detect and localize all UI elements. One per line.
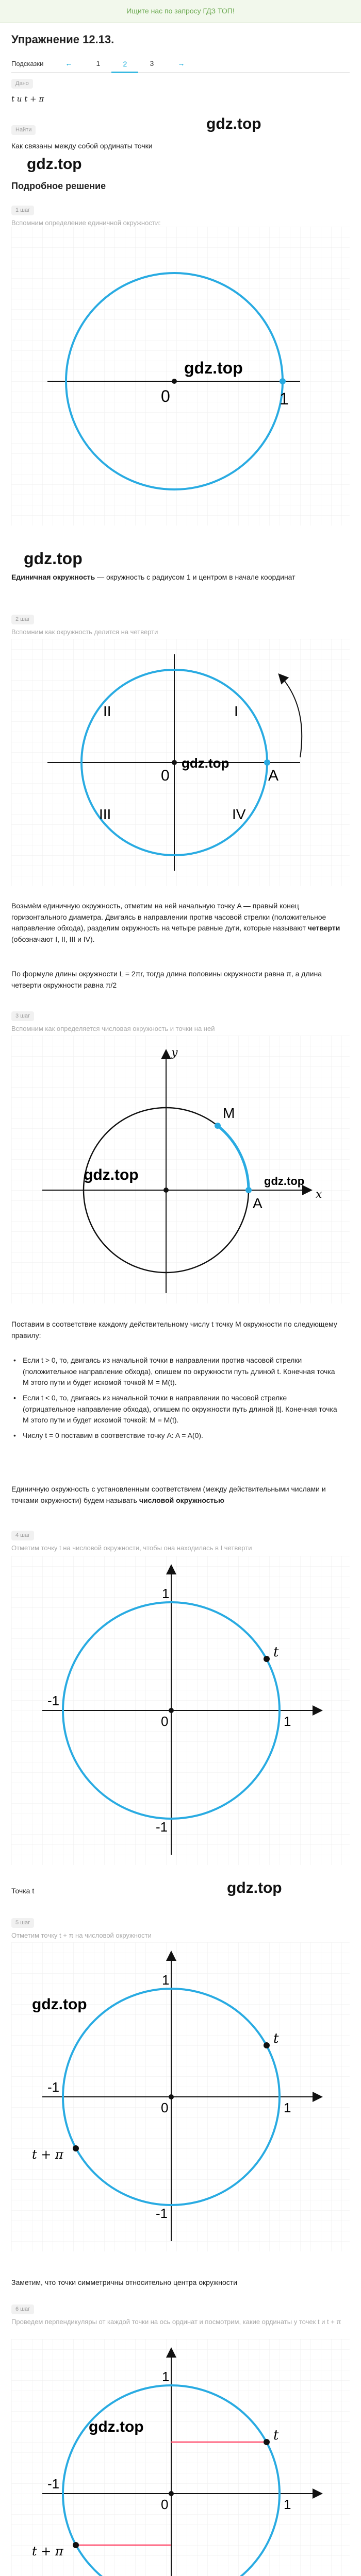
label-q1: I [234,703,238,719]
solution-heading: Подробное решение [11,181,106,191]
step-caption: Вспомним определение единичной окружности: [11,218,161,227]
find-tag: Найти [11,125,36,135]
watermark: gdz.top [89,2418,144,2435]
mapping-intro: Поставим в соответствие каждому действительному числу t точку M окружности по следующему правилу: [11,1320,337,1340]
label-x: x [316,1188,322,1201]
quarters-text-part: (обозначают I, II, III и IV). [11,935,95,944]
quarters-text [11,901,341,945]
point-t-pi [73,2542,79,2548]
point-A [264,759,270,766]
step-4 [11,1529,252,1553]
page-title: Упражнение 12.13. [11,33,114,46]
label-A: A [253,1195,262,1211]
label-y: y [171,1046,178,1059]
label-one: 1 [284,2100,291,2115]
quarters-term: четверти [307,924,340,933]
origin-point [172,379,177,384]
label-one: 1 [284,2497,291,2512]
find-question: Как связаны между собой ординаты точки [11,141,153,150]
label-minus-one: -1 [47,1693,60,1708]
label-minus-one: -1 [156,2206,168,2221]
step-tag: 2 шаг [11,615,34,624]
step-tag: 1 шаг [11,206,34,215]
step-tag: 5 шаг [11,1918,34,1928]
label-minus-one: -1 [156,1819,168,1835]
hints-label: Подсказки [11,59,44,67]
point-t [264,2042,270,2048]
quarters-text-part: Возьмём единичную окружность, отметим на ней начальную точку A — правый конец горизонтального диаметра. Двигаясь в направлении против часовой стрелки (положительное направление обхода), разделим окружность на четыре равные дуги, которые называют [11,902,326,933]
label-one: 1 [162,1972,170,1988]
label-one: 1 [162,2369,170,2384]
symmetry-text: Заметим, что точки симметричны относительно центра окружности [11,2278,238,2286]
point-t-pi [73,2145,79,2151]
tab-hint-2[interactable]: 2 [111,55,138,73]
point-t [264,2439,270,2445]
point-M [215,1123,221,1129]
banner-text: Ищите нас по запросу ГДЗ ТОП! [126,7,235,15]
label-minus-one: -1 [47,2476,60,2492]
given-block [11,77,44,105]
point-A [245,1187,252,1193]
step-caption: Отметим точку t + π на числовой окружности [11,1931,152,1939]
step-tag: 3 шаг [11,1011,34,1021]
watermark: gdz.top [184,359,243,377]
step-caption: Вспомним как определяется числовая окружность и точки на ней [11,1024,215,1032]
hint-tabs [11,55,350,73]
label-t-pi: t + π [32,2147,63,2162]
label-A: A [268,767,279,784]
ordinates-diagram [11,2339,350,2576]
step-5 [11,1917,152,1940]
label-M: M [223,1105,235,1121]
step-2 [11,613,158,637]
content [0,31,361,73]
label-zero: 0 [161,387,170,405]
watermark: gdz.top [206,115,261,132]
label-zero: 0 [161,1714,169,1729]
point-t-label: Точка t [11,1887,35,1895]
rule-negative: • Если t < 0, то, двигаясь из начальной точки в направлении по часовой стрелке (отрицательное направление обхода), опишем по окружности путь длиной |t|. Конечная точка M этого пути и будет искомой точкой: M = M(t). [11,1393,341,1426]
watermark: gdz.top [227,1879,282,1896]
watermark: gdz.top [27,156,82,173]
unit-circle-definition [11,572,341,583]
label-zero: 0 [161,2100,169,2115]
next-hint-button[interactable]: → [177,59,185,67]
definition: — окружность с радиусом 1 и центром в начале координат [95,573,296,581]
step-6 [11,2303,341,2327]
given-tag: Дано [11,79,33,89]
label-q3: III [99,806,111,822]
numeric-circle-diagram [11,1036,350,1303]
label-t: t [273,2428,279,2443]
step-caption: Отметим точку t на числовой окружности, чтобы она находилась в I четверти [11,1544,252,1552]
step-tag: 6 шаг [11,2304,34,2314]
label-t-pi: t + π [32,2544,63,2558]
top-banner[interactable] [0,0,361,23]
label-minus-one: -1 [47,2079,60,2095]
step-tag: 4 шаг [11,1531,34,1540]
label-q2: II [103,703,111,719]
quarters-diagram [11,639,350,886]
step-caption: Вспомним как окружность делится на четверти [11,628,158,636]
watermark: gdz.top [182,755,229,771]
unit-circle-diagram [11,227,350,526]
label-t: t [273,2031,279,2046]
label-one: 1 [162,1586,170,1601]
prev-hint-button[interactable]: ← [65,59,73,67]
step-3 [11,1010,215,1033]
term: Единичная окружность [11,573,95,581]
tab-hint-3[interactable]: 3 [150,59,154,67]
mapping-rules [11,1355,341,1446]
label-zero: 0 [161,767,170,784]
point-t-diagram [11,1556,350,1865]
watermark: gdz.top [32,1996,87,2013]
label-t: t [273,1645,279,1660]
find-block [11,124,153,151]
point-t [264,1656,270,1662]
label-one: 1 [280,389,289,408]
watermark: gdz.top [84,1166,139,1183]
numeric-circle-definition [11,1484,341,1506]
label-one: 1 [284,1714,291,1729]
definition-term: числовой окружностью [139,1496,224,1504]
label-q4: IV [232,806,246,822]
label-zero: 0 [161,2497,169,2512]
point-t-pi-diagram [11,1942,350,2251]
definition-part: Единичную окружность с установленным соответствием (между действительными числами и точками окружности) будем называть [11,1485,326,1504]
rule-positive: • Если t > 0, то, двигаясь из начальной точки в направлении против часовой стрелки (положительное направление обхода), опишем по окружности путь длиной t. Конечная точка M этого пути и будет искомой точкой M = M(t). [11,1355,341,1388]
given-formula: t и t + π [11,94,44,104]
tab-hint-1[interactable]: 1 [96,59,101,67]
watermark: gdz.top [24,549,83,568]
point-one [280,378,286,384]
rule-zero: • Числу t = 0 поставим в соответствие точку A: A = A(0). [11,1430,341,1442]
step-caption: Проведем перпендикуляры от каждой точки на ось ординат и посмотрим, какие ординаты у точек t и t + π [11,2317,341,2326]
step-1 [11,204,161,228]
length-text: По формуле длины окружности L = 2πr, тогда длина половины окружности равна π, а длина четверти окружности равна π/2 [11,970,322,989]
watermark: gdz.top [264,1175,305,1188]
